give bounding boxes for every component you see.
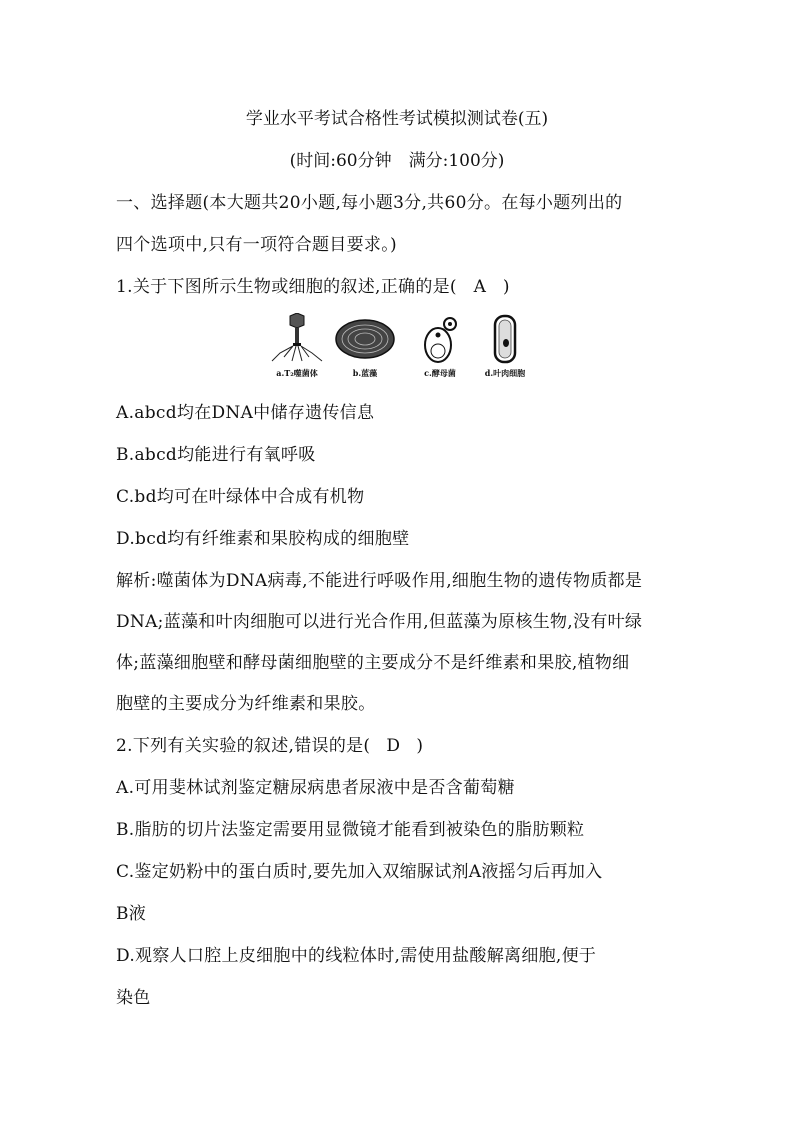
q1-option-c: C.bd均可在叶绿体中合成有机物: [116, 487, 365, 507]
question-stem-text: 2.下列有关实验的叙述,错误的是(: [116, 736, 371, 756]
question-stem-text: 1.关于下图所示生物或细胞的叙述,正确的是(: [116, 277, 457, 297]
q1-explanation-line-4: 胞壁的主要成分为纤维素和果胶。: [116, 694, 376, 714]
figure-caption-b: b.蓝藻: [352, 368, 378, 378]
q2-option-d: D.观察人口腔上皮细胞中的线粒体时,需使用盐酸解离细胞,便于: [116, 946, 597, 966]
figure-caption-a: a.T₂噬菌体: [276, 368, 318, 378]
page-subtitle: (时间:60分钟 满分:100分): [289, 151, 505, 171]
section-heading-line-2: 四个选项中,只有一项符合题目要求。): [116, 235, 397, 255]
q1-explanation-line-3: 体;蓝藻细胞壁和酵母菌细胞壁的主要成分不是纤维素和果胶,植物细: [116, 653, 630, 673]
bacteriophage-icon: [262, 313, 332, 365]
page-title: 学业水平考试合格性考试模拟测试卷(五): [245, 109, 549, 129]
q1-option-b: B.abcd均能进行有氧呼吸: [116, 445, 316, 465]
question-stem-close: ): [416, 736, 424, 756]
answer-letter: A: [473, 277, 487, 297]
question-1-stem: [116, 272, 510, 297]
q2-option-c: C.鉴定奶粉中的蛋白质时,要先加入双缩脲试剂A液摇匀后再加入: [116, 862, 603, 882]
q1-explanation-line-2: DNA;蓝藻和叶肉细胞可以进行光合作用,但蓝藻为原核生物,没有叶绿: [116, 612, 643, 632]
q2-option-d-cont: 染色: [116, 988, 151, 1008]
question-1-figure: [262, 313, 532, 383]
q2-option-a: A.可用斐林试剂鉴定糖尿病患者尿液中是否含葡萄糖: [116, 778, 515, 798]
q1-option-d: D.bcd均有纤维素和果胶构成的细胞壁: [116, 529, 410, 549]
q1-explanation-line-1: 解析:噬菌体为DNA病毒,不能进行呼吸作用,细胞生物的遗传物质都是: [116, 571, 643, 591]
q2-option-b: B.脂肪的切片法鉴定需要用显微镜才能看到被染色的脂肪颗粒: [116, 820, 585, 840]
q2-option-c-cont: B液: [116, 904, 147, 924]
q1-option-a: A.abcd均在DNA中储存遗传信息: [116, 403, 375, 423]
section-heading-line-1: 一、选择题(本大题共20小题,每小题3分,共60分。在每小题列出的: [116, 193, 623, 213]
cyanobacteria-icon: [330, 313, 400, 365]
figure-caption-c: c.酵母菌: [424, 368, 456, 378]
question-stem-close: ): [502, 277, 510, 297]
question-2-stem: [116, 731, 423, 756]
yeast-icon: [405, 313, 475, 365]
leaf-cell-icon: [470, 313, 540, 365]
answer-letter: D: [386, 736, 401, 756]
figure-caption-d: d.叶肉细胞: [484, 368, 526, 378]
